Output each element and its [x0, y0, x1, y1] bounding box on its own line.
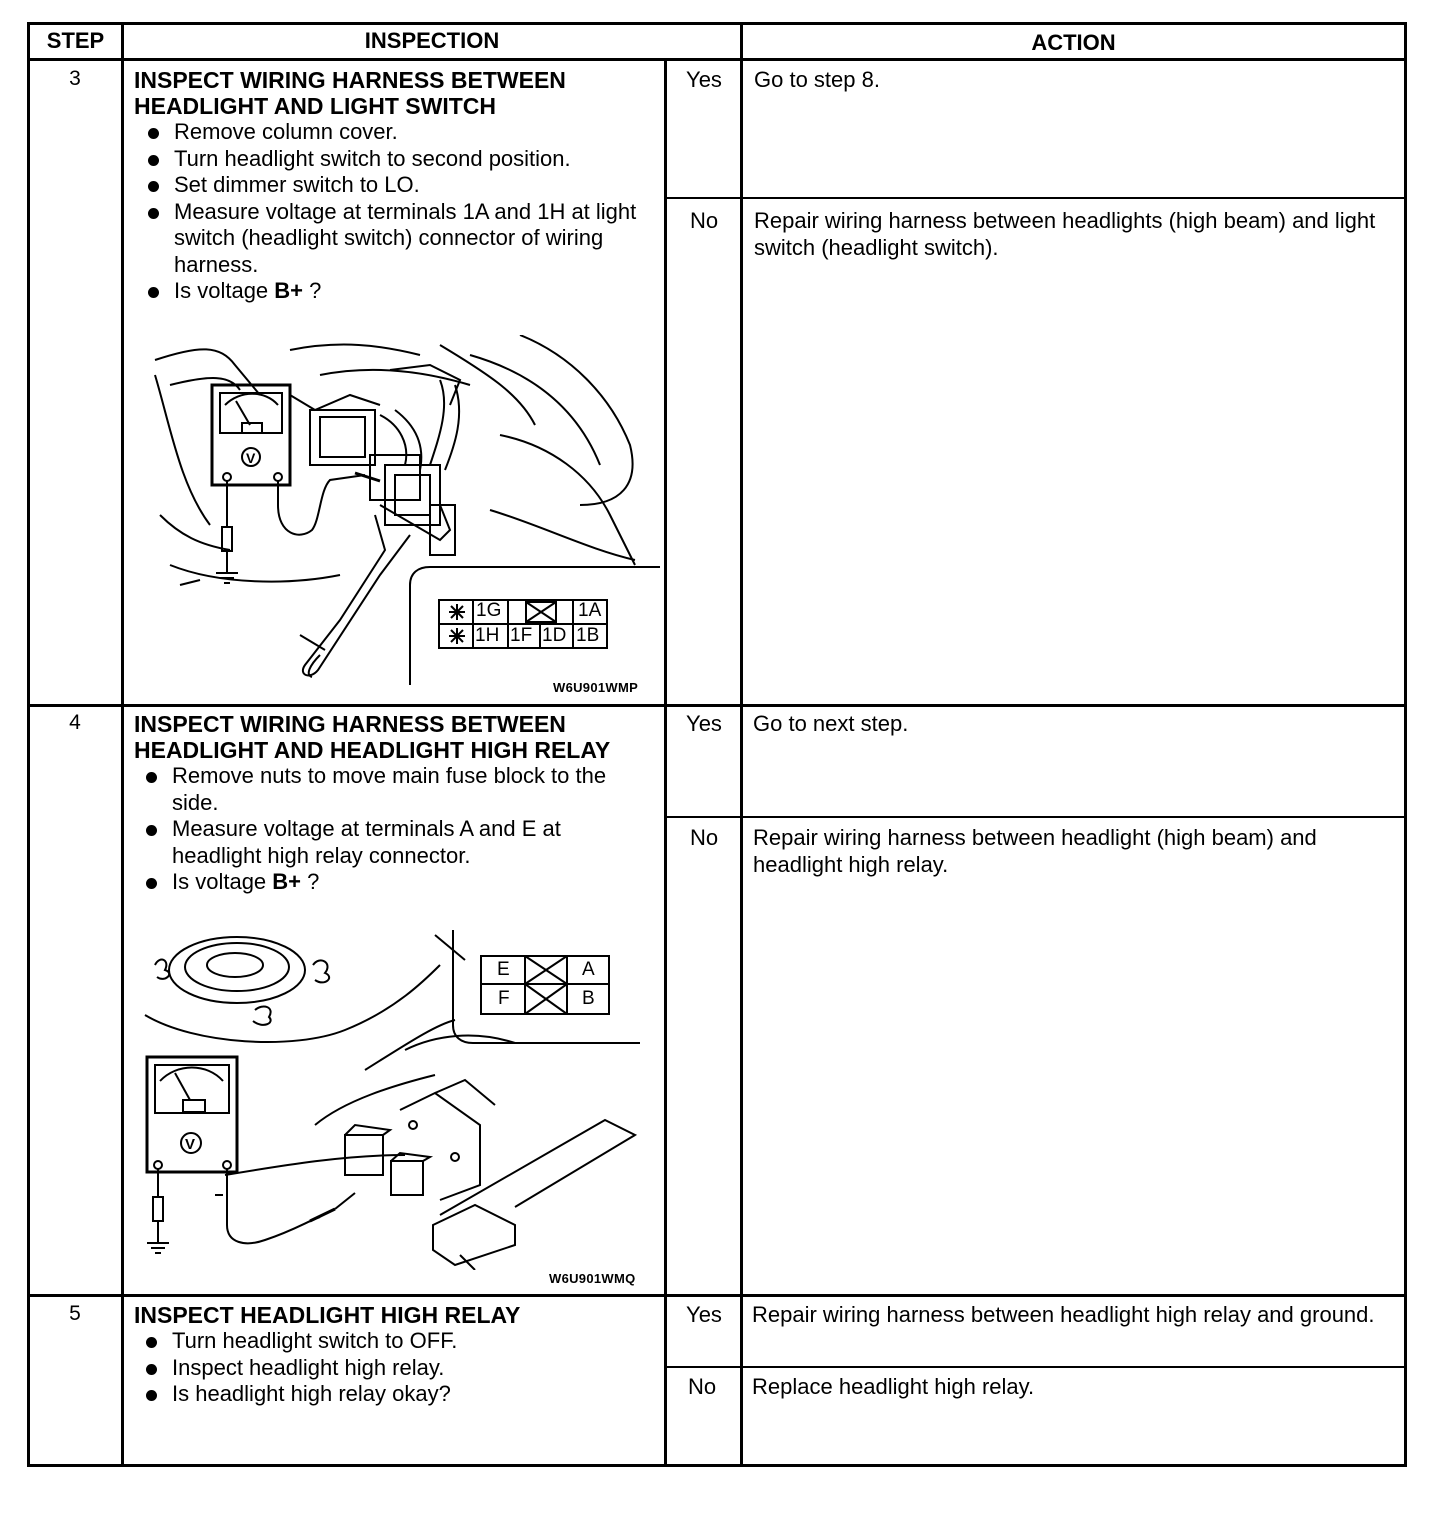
- inspection-steps-list: [136, 763, 646, 896]
- table-bottom-border: [27, 1464, 1407, 1467]
- step-number: 5: [69, 1302, 81, 1325]
- voltage-value: B+: [274, 278, 304, 303]
- table-left-border: [27, 22, 30, 1467]
- header-step: STEP: [46, 28, 105, 53]
- list-item: Inspect headlight high relay.: [136, 1355, 646, 1382]
- row3-bottom-border: [27, 704, 1407, 707]
- yes-action: Repair wiring harness between headlight high relay and ground.: [752, 1302, 1375, 1327]
- yes-action: Go to next step.: [753, 711, 909, 736]
- list-item: [136, 869, 646, 896]
- inspection-steps-list: [138, 119, 648, 305]
- figure-code: W6U901WMP: [553, 680, 639, 695]
- header-bottom-border: [27, 58, 1407, 61]
- no-label: No: [689, 825, 719, 850]
- list-item: Measure voltage at terminals A and E at headlight high relay connector.: [136, 816, 646, 869]
- step-title-line: INSPECT WIRING HARNESS BETWEEN: [134, 711, 566, 737]
- pin-label: 1G: [476, 600, 502, 621]
- relay-connector-face: [480, 954, 610, 1016]
- inspection-steps-list: [136, 1328, 646, 1408]
- question-suffix: ?: [303, 278, 322, 303]
- yes-action: Go to step 8.: [754, 67, 880, 92]
- pin-label: 1H: [475, 625, 500, 646]
- step-title: [134, 67, 566, 119]
- voltage-value: B+: [272, 869, 302, 894]
- table-top-border: [27, 22, 1407, 25]
- row4-bottom-border: [27, 1294, 1407, 1297]
- question-prefix: Is voltage: [172, 869, 273, 894]
- meter-label: V: [185, 1136, 196, 1153]
- step-number: 3: [69, 67, 81, 90]
- yes-label: Yes: [686, 67, 722, 92]
- list-item: Measure voltage at terminals 1A and 1H at light switch (headlight switch) connector of wiring harness.: [138, 199, 648, 279]
- step-title: [134, 1302, 520, 1328]
- list-item: [138, 278, 648, 305]
- question-suffix: ?: [301, 869, 320, 894]
- light-switch-connector-face: [438, 598, 608, 650]
- step-title-line: HEADLIGHT AND LIGHT SWITCH: [134, 93, 497, 119]
- row3-yesno-divider: [664, 197, 1407, 199]
- list-item: Turn headlight switch to second position.: [138, 146, 648, 173]
- header-action: ACTION: [1031, 30, 1116, 55]
- no-label: No: [687, 1374, 717, 1399]
- action-column-divider: [740, 22, 743, 1467]
- yes-label: Yes: [686, 1302, 722, 1327]
- pin-label: 1F: [510, 625, 533, 646]
- list-item: Is headlight high relay okay?: [136, 1381, 646, 1408]
- pin-label: B: [582, 988, 595, 1009]
- step-number: 4: [69, 711, 81, 734]
- inspection-column-divider: [664, 58, 667, 1467]
- table-right-border: [1404, 22, 1407, 1467]
- list-item: Set dimmer switch to LO.: [138, 172, 648, 199]
- list-item: Turn headlight switch to OFF.: [136, 1328, 646, 1355]
- row5-yesno-divider: [664, 1366, 1407, 1368]
- pin-label: F: [498, 988, 510, 1009]
- row4-yesno-divider: [664, 816, 1407, 818]
- no-action: Repair wiring harness between headlights (high beam) and light switch (headlight switch).: [754, 208, 1376, 260]
- step-title-line: INSPECT HEADLIGHT HIGH RELAY: [134, 1302, 521, 1328]
- pin-label: 1A: [578, 600, 602, 621]
- list-item: Remove nuts to move main fuse block to the side.: [136, 763, 646, 816]
- pin-label: E: [497, 959, 510, 980]
- list-item: Remove column cover.: [138, 119, 648, 146]
- no-action: Repair wiring harness between headlight (high beam) and headlight high relay.: [753, 825, 1317, 877]
- header-inspection: INSPECTION: [364, 28, 500, 53]
- yes-label: Yes: [686, 711, 722, 736]
- step-title: [134, 711, 610, 763]
- pin-label: A: [582, 959, 595, 980]
- step-column-divider: [121, 22, 124, 1467]
- no-label: No: [689, 208, 719, 233]
- pin-label: 1B: [576, 625, 600, 646]
- step-title-line: HEADLIGHT AND HEADLIGHT HIGH RELAY: [134, 737, 611, 763]
- no-action: Replace headlight high relay.: [752, 1374, 1035, 1399]
- figure-code: W6U901WMQ: [549, 1271, 636, 1286]
- pin-label: 1D: [542, 625, 567, 646]
- question-prefix: Is voltage: [174, 278, 275, 303]
- meter-label: V: [246, 450, 256, 466]
- step-title-line: INSPECT WIRING HARNESS BETWEEN: [134, 67, 566, 93]
